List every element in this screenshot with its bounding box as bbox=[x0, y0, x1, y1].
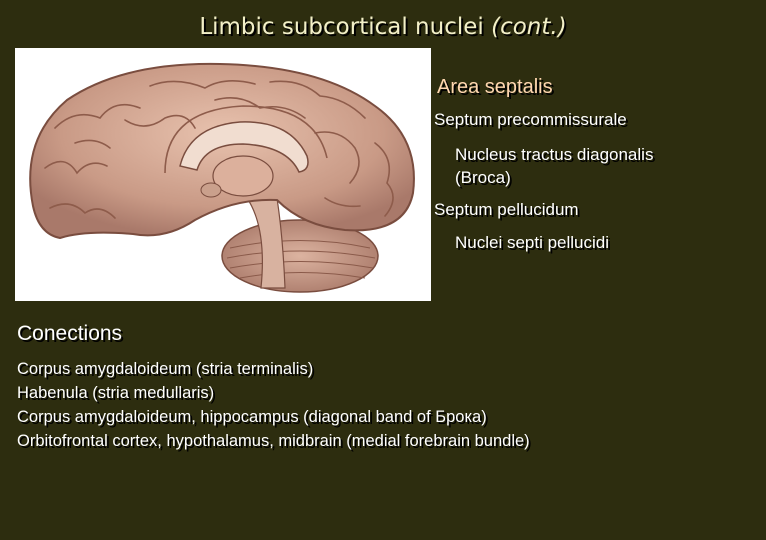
broca-label: (Broca) bbox=[455, 168, 511, 187]
septum-pellucidum-label: Septum pellucidum bbox=[434, 200, 579, 219]
slide-title-main: Limbic subcortical nuclei bbox=[199, 14, 484, 40]
connections-list bbox=[17, 357, 530, 453]
brain-medial-section-icon bbox=[15, 48, 431, 301]
connection-item: Orbitofrontal cortex, hypothalamus, midbrain (medial forebrain bundle) bbox=[17, 432, 530, 450]
connection-item: Habenula (stria medullaris) bbox=[17, 384, 215, 402]
nucleus-tractus-diagonalis-label: Nucleus tractus diagonalis bbox=[455, 145, 654, 164]
connection-item: Corpus amygdaloideum, hippocampus (diagonal band of Брока) bbox=[17, 408, 487, 426]
connection-item: Corpus amygdaloideum (stria terminalis) bbox=[17, 360, 314, 378]
slide-title bbox=[0, 14, 766, 40]
area-septalis-heading: Area septalis bbox=[437, 76, 553, 98]
nuclei-septi-pellucidi-label: Nuclei septi pellucidi bbox=[455, 233, 610, 252]
slide-title-suffix: (cont.) bbox=[491, 14, 567, 40]
septum-precommissurale-label: Septum precommissurale bbox=[434, 110, 627, 129]
connections-heading: Conections bbox=[17, 322, 123, 345]
brain-illustration bbox=[15, 48, 431, 301]
